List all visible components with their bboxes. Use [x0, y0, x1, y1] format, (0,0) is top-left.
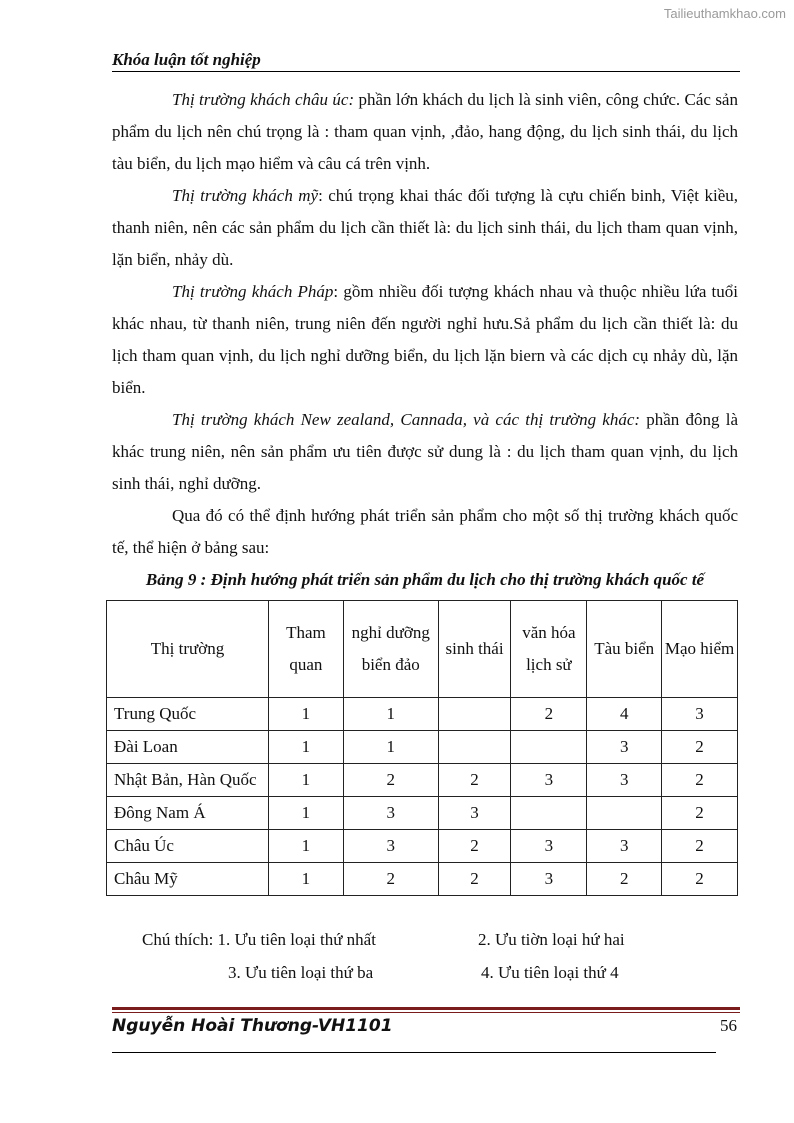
market-cell: Châu Úc — [107, 830, 269, 863]
table-row — [107, 731, 738, 764]
table-cell: 2 — [662, 863, 738, 896]
column-header: Mạo hiểm — [662, 601, 738, 698]
paragraph — [112, 404, 738, 500]
paragraph — [112, 276, 738, 404]
market-cell: Đông Nam Á — [107, 797, 269, 830]
legend-item-2: 2. Ưu tiờn loại hứ hai — [478, 930, 625, 949]
market-product-table — [106, 600, 738, 896]
paragraph-text: : chú trọng khai thác đối tượng là cựu chiến binh, Việt kiều, thanh niên, nên các sản phẩm du lịch cần thiết là: du lịch sinh thái, du lịch tham quan vịnh, lặn biển, nhảy dù. — [112, 186, 738, 269]
table-cell: 1 — [268, 698, 343, 731]
table-cell: 2 — [438, 764, 511, 797]
market-cell: Trung Quốc — [107, 698, 269, 731]
paragraph-lead: Thị trường khách Pháp — [172, 282, 334, 301]
table-cell — [511, 797, 587, 830]
paragraph — [112, 180, 738, 276]
table-cell: 2 — [438, 830, 511, 863]
table-cell: 3 — [587, 731, 662, 764]
footer-author: Nguyễn Hoài Thương-VH1101 — [112, 1016, 393, 1036]
column-header: Thị trường — [107, 601, 269, 698]
market-cell: Nhật Bản, Hàn Quốc — [107, 764, 269, 797]
table-caption: Bảng 9 : Định hướng phát triển sản phẩm du lịch cho thị trường khách quốc tế — [145, 570, 705, 589]
table-cell: 3 — [511, 863, 587, 896]
paragraph-text: : gồm nhiều đối tượng khách nhau và thuộc nhiều lứa tuổi khác nhau, từ thanh niên, trung niên đến người nghỉ hưu.Sả phẩm du lịch cần thiết là: du lịch tham quan vịnh, du lịch nghỉ dưỡng biển, du lịch lặn biern và các dịch cụ nhảy dù, lặn biển. — [112, 282, 738, 397]
column-header: sinh thái — [438, 601, 511, 698]
table-cell: 2 — [343, 764, 438, 797]
column-header: nghỉ dưỡng biển đảo — [343, 601, 438, 698]
table-cell — [438, 731, 511, 764]
paragraph-text: phần đông là khác trung niên, nên sản phẩm ưu tiên được sử dung là : du lịch tham quan vịnh, du lịch sinh thái, nghỉ dưỡng. — [112, 410, 738, 493]
table-cell: 1 — [343, 698, 438, 731]
column-header: Tham quan — [268, 601, 343, 698]
header-divider — [112, 71, 740, 72]
table-row — [107, 863, 738, 896]
footer-divider — [112, 1007, 740, 1010]
table-cell: 1 — [268, 731, 343, 764]
paragraph-text: Qua đó có thể định hướng phát triển sản phẩm cho một số thị trường khách quốc tế, thể hiện ở bảng sau: — [112, 506, 738, 557]
table-cell: 1 — [268, 764, 343, 797]
paragraph — [112, 84, 738, 180]
page-number: 56 — [720, 1016, 737, 1035]
table-row — [107, 764, 738, 797]
table-cell: 1 — [268, 797, 343, 830]
table-row — [107, 830, 738, 863]
page-header-title: Khóa luận tốt nghiệp — [112, 50, 261, 69]
paragraph-text: phần lớn khách du lịch là sinh viên, công chức. Các sản phẩm du lịch nên chú trọng là : tham quan vịnh, ,đảo, hang động, du lịch sinh thái, du lịch tàu biển, du lịch mạo hiểm và câu cá trên vịnh. — [112, 90, 738, 173]
table-cell: 2 — [662, 731, 738, 764]
table-cell: 3 — [343, 830, 438, 863]
table-header-row — [107, 601, 738, 698]
table-cell: 2 — [438, 863, 511, 896]
table-cell: 2 — [662, 764, 738, 797]
table-cell: 2 — [587, 863, 662, 896]
table-cell: 3 — [587, 830, 662, 863]
legend-item-1: Chú thích: 1. Ưu tiên loại thứ nhất — [142, 930, 376, 949]
table-cell: 3 — [662, 698, 738, 731]
table-cell: 1 — [268, 830, 343, 863]
legend-item-4: 4. Ưu tiên loại thứ 4 — [481, 963, 619, 982]
table-cell: 1 — [343, 731, 438, 764]
footer-divider-thin — [112, 1012, 740, 1013]
watermark: Tailieuthamkhao.com — [663, 6, 786, 21]
table-cell — [587, 797, 662, 830]
paragraph — [112, 500, 738, 564]
table-cell: 3 — [587, 764, 662, 797]
table-cell: 4 — [587, 698, 662, 731]
column-header: Tàu biển — [587, 601, 662, 698]
table-cell — [511, 731, 587, 764]
body-text — [112, 84, 738, 564]
table-cell: 2 — [662, 830, 738, 863]
table-cell: 2 — [511, 698, 587, 731]
table-row — [107, 797, 738, 830]
table-cell: 2 — [662, 797, 738, 830]
table-cell: 3 — [343, 797, 438, 830]
footer-bottom-divider — [112, 1052, 716, 1053]
table-cell: 3 — [438, 797, 511, 830]
market-cell: Châu Mỹ — [107, 863, 269, 896]
table-cell: 3 — [511, 764, 587, 797]
paragraph-lead: Thị trường khách châu úc: — [172, 90, 355, 109]
table-cell: 2 — [343, 863, 438, 896]
paragraph-lead: Thị trường khách New zealand, Cannada, và các thị trường khác: — [172, 410, 641, 429]
column-header: văn hóa lịch sử — [511, 601, 587, 698]
paragraph-lead: Thị trường khách mỹ — [172, 186, 319, 205]
table-cell — [438, 698, 511, 731]
table-cell: 3 — [511, 830, 587, 863]
table-row — [107, 698, 738, 731]
table-cell: 1 — [268, 863, 343, 896]
market-cell: Đài Loan — [107, 731, 269, 764]
legend-item-3: 3. Ưu tiên loại thứ ba — [228, 963, 374, 982]
